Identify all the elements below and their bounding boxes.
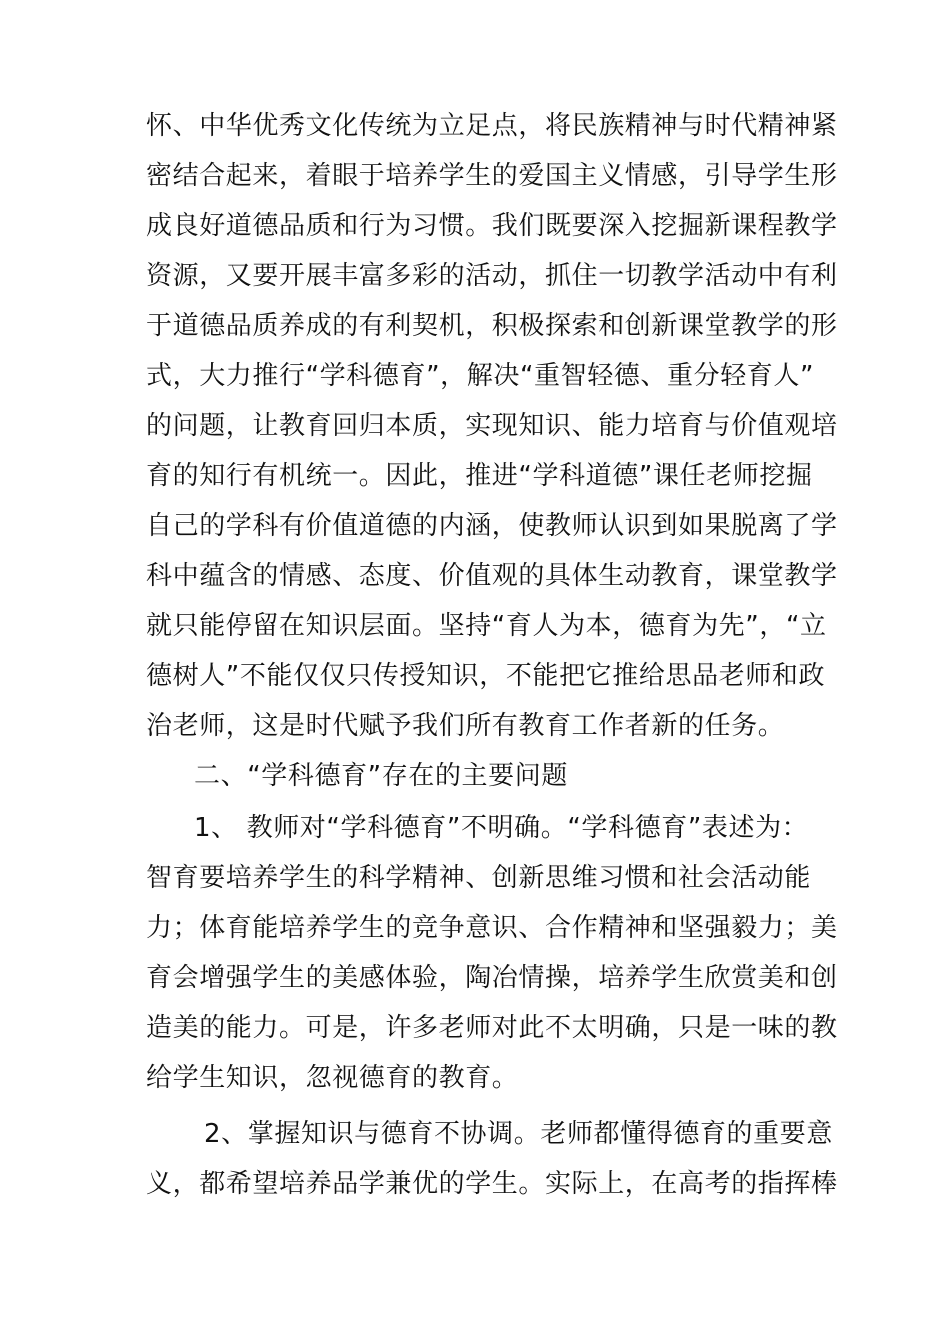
body-text-line: 密结合起来，着眼于培养学生的爱国主义情感，引导学生形 [146,161,838,191]
body-text-line: 德树人”不能仅仅只传授知识，不能把它推给思品老师和政 [146,661,826,691]
body-text-line: 于道德品质养成的有利契机，积极探索和创新课堂教学的形 [146,311,838,341]
body-text-line: 治老师，这是时代赋予我们所有教育工作者新的任务。 [146,711,785,741]
list-item-2-first-line: 2、掌握知识与德育不协调。老师都懂得德育的重要意 [204,1119,833,1149]
body-text-line: 科中蕴含的情感、态度、价值观的具体生动教育，课堂教学 [146,561,838,591]
body-text-line: 资源，又要开展丰富多彩的活动，抓住一切教学活动中有利 [146,261,838,291]
body-text-line: 力；体育能培养学生的竞争意识、合作精神和坚强毅力；美 [146,913,838,943]
body-text-line: 自己的学科有价值道德的内涵，使教师认识到如果脱离了学 [146,511,838,541]
body-text-line: 给学生知识，忽视德育的教育。 [146,1063,519,1093]
body-text-line: 义，都希望培养品学兼优的学生。实际上，在高考的指挥棒 [146,1169,838,1199]
body-text-line: 怀、中华优秀文化传统为立足点，将民族精神与时代精神紧 [146,111,838,141]
body-text-line: 育会增强学生的美感体验，陶冶情操，培养学生欣赏美和创 [146,963,838,993]
body-text-line: 育的知行有机统一。因此，推进“学科道德”课任老师挖掘 [146,461,813,491]
body-text-line: 智育要培养学生的科学精神、创新思维习惯和社会活动能 [146,863,812,893]
body-text-line: 的问题，让教育回归本质，实现知识、能力培育与价值观培 [146,411,838,441]
body-text-line: 就只能停留在知识层面。坚持“育人为本，德育为先”，“立 [146,611,827,641]
body-text-line: 式，大力推行“学科德育”，解决“重智轻德、重分轻育人” [146,361,815,391]
list-item-1-first-line: 1、 教师对“学科德育”不明确。“学科德育”表述为： [194,813,809,843]
body-text-line: 造美的能力。可是，许多老师对此不太明确，只是一味的教 [146,1013,838,1043]
section-heading: 二、“学科德育”存在的主要问题 [194,761,568,791]
body-text-line: 成良好道德品质和行为习惯。我们既要深入挖掘新课程教学 [146,211,838,241]
